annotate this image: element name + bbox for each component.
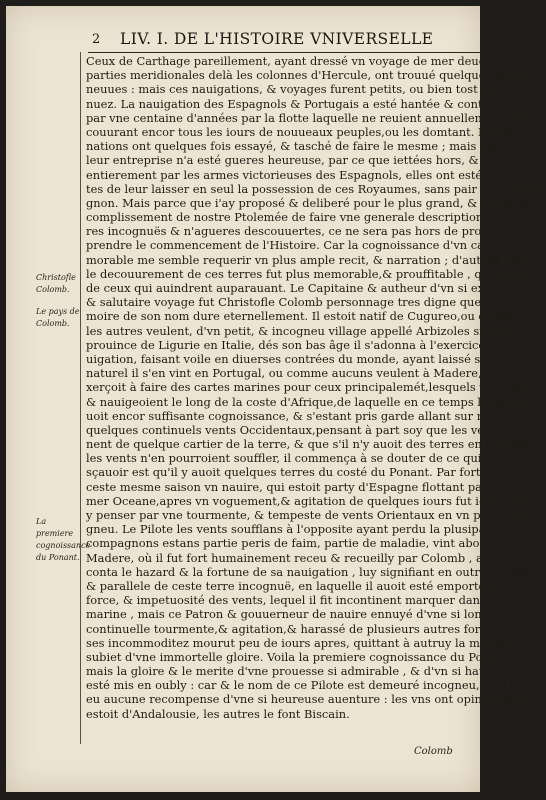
text-line: neuues : mais ces nauigations, & voyages furent petits, ou bien tost discõti- bbox=[86, 82, 524, 97]
text-line: les vents n'en pourroient souffler, il commença à se douter de ce qui en estoit, bbox=[86, 451, 539, 466]
text-line: moire de son nom dure eternellement. Il estoit natif de Cugureo,ou comme bbox=[86, 309, 520, 324]
text-line: y penser par vne tourmente, & tempeste de vents Orientaux en vn pays inco- bbox=[86, 508, 532, 522]
margin-note-premiere-cognoissance: La premiere cognoissance du Ponant. bbox=[36, 517, 91, 562]
book-page bbox=[6, 6, 546, 792]
text-line: couurant encor tous les iours de nouueaux peuples,ou les domtant. D'autres bbox=[86, 124, 527, 139]
text-line: & nauigeoient le long de la coste d'Afrique,de laquelle en ce temps là,on n'a- bbox=[86, 394, 531, 409]
text-line: esté mis en oubly : car & le nom de ce Pilote est demeuré incogneu, & si n'a-il bbox=[86, 678, 539, 693]
body-text bbox=[86, 54, 546, 721]
text-line: prouince de Ligurie en Italie, dés son bas âge il s'adonna à l'exercice de la na- bbox=[86, 337, 539, 352]
text-line: estoit d'Andalousie, les autres le font Biscain. bbox=[86, 706, 350, 721]
text-line: prendre le commencement de l'Histoire. Car la cognoissance d'vn cas si me- bbox=[86, 238, 528, 253]
text-line: naturel il s'en vint en Portugal, ou comme aucuns veulent à Madere, où il s'e- bbox=[86, 366, 534, 381]
margin-note-christofle-colomb: Christofle Colomb. bbox=[36, 273, 76, 294]
text-line: nuez. La nauigation des Espagnols & Portugais a esté hantée & continuée ia bbox=[86, 96, 529, 111]
running-title: LIV. I. DE L'HISTOIRE VNIVERSELLE bbox=[120, 30, 434, 48]
text-line: gneu. Le Pilote les vents soufflans à l'opposite ayant perdu la plusipart de ses bbox=[86, 522, 536, 537]
text-line: ceste mesme saison vn nauire, qui estoit party d'Espagne flottant par la grande bbox=[86, 479, 546, 494]
text-line: Ceux de Carthage pareillement, ayant dressé vn voyage de mer deuers les bbox=[86, 54, 517, 68]
text-line: mais la gloire & le merite d'vne prouesse si admirable , & d'vn si haut faict a bbox=[86, 664, 531, 679]
text-line: parties meridionales delà les colonnes d'Hercule, ont trouué quelques terres bbox=[86, 68, 530, 83]
margin-note-le-pays-de-colomb: Le pays de Colomb. bbox=[36, 307, 80, 328]
text-line: le decouurement de ces terres fut plus memorable,& prouffitable , qu'aucuns bbox=[86, 266, 534, 281]
text-line: nent de quelque cartier de la terre, & que s'il n'y auoit des terres en Occident, bbox=[86, 437, 541, 452]
text-line: uoit encor suffisante cognoissance, & s'estant pris garde allant sur mer de bbox=[86, 408, 518, 423]
text-line: xerçoit à faire des cartes marines pour ceux principalemét,lesquels voguoient bbox=[86, 380, 537, 395]
text-line: de ceux qui auindrent auparauant. Le Capitaine & autheur d'vn si excellent bbox=[86, 281, 524, 295]
text-line: quelques continuels vents Occidentaux,pensant à part soy que les vents vien- bbox=[86, 422, 534, 437]
text-line: leur entreprise n'a esté gueres heureuse, par ce que iettées hors, & destruites bbox=[86, 153, 541, 168]
text-line: subiet d'vne immortelle gloire. Voila la premiere cognoissance du Ponant, bbox=[86, 649, 513, 664]
text-line: entierement par les armes victorieuses des Espagnols, elles ont esté constrain- bbox=[86, 167, 544, 182]
text-line: Madere, où il fut fort humainement receu & recueilly par Colomb , auquel il bbox=[86, 550, 527, 565]
text-line: compagnons estans partie peris de faim, partie de maladie, vint aborder à bbox=[86, 536, 515, 551]
text-line: marine , mais ce Patron & gouuerneur de nauire ennuyé d'vne si longue, & bbox=[86, 607, 521, 622]
text-line: mer Oceane,apres vn voguement,& agitation de quelques iours fut iecté fans bbox=[86, 493, 532, 508]
text-line: conta le hazard & la fortune de sa nauigation , luy signifiant en outre le degré bbox=[86, 564, 538, 579]
text-line: eu aucune recompense d'vne si heureuse auenture : les vns ont opinion qu'il bbox=[86, 692, 529, 707]
text-line: & salutaire voyage fut Christofle Colomb personnage tres digne que la me- bbox=[86, 295, 521, 310]
text-line: uigation, faisant voile en diuerses contrées du monde, ayant laissé son pays bbox=[86, 351, 525, 366]
text-line: par vne centaine d'années par la flotte laquelle ne reuient annuellement, des- bbox=[86, 110, 536, 125]
text-line: morable me semble requerir vn plus ample recit, & narration ; d'autant que bbox=[86, 252, 525, 267]
text-line: continuelle tourmente,& agitation,& harassé de plusieurs autres fort fascheu- bbox=[86, 621, 537, 636]
text-line: complissement de nostre Ptolemée de faire vne generale description des ter- bbox=[86, 210, 531, 225]
text-line: gnon. Mais parce que i'ay proposé & deliberé pour le plus grand, & entier ac- bbox=[86, 195, 536, 210]
text-line: res incognuës & n'agueres descouuertes, ce ne sera pas hors de propos de re- bbox=[86, 224, 539, 239]
text-line: sçauoir est qu'il y auoit quelques terres du costé du Ponant. Par fortune en bbox=[86, 465, 520, 480]
text-line: & parallele de ceste terre incognuë, en laquelle il auoit esté emporté par la bbox=[86, 578, 523, 593]
text-line: nations ont quelques fois essayé, & tasché de faire le mesme ; mais l'issue de bbox=[86, 139, 534, 154]
catchword: Colomb bbox=[414, 746, 453, 757]
text-line: force, & impetuosité des vents, lequel il fit incontinent marquer dans sa carte bbox=[86, 593, 536, 608]
text-line: les autres veulent, d'vn petit, & incogneu village appellé Arbizoles situé en la bbox=[86, 323, 534, 338]
page-header bbox=[88, 30, 480, 53]
page-number: 2 bbox=[92, 32, 101, 47]
text-line: ses incommoditez mourut peu de iours apres, quittant à autruy la matiere, & bbox=[86, 635, 532, 650]
text-line: tes de leur laisser en seul la possession de ces Royaumes, sans pair ny compai- bbox=[86, 181, 544, 196]
margin-rule bbox=[80, 52, 81, 744]
